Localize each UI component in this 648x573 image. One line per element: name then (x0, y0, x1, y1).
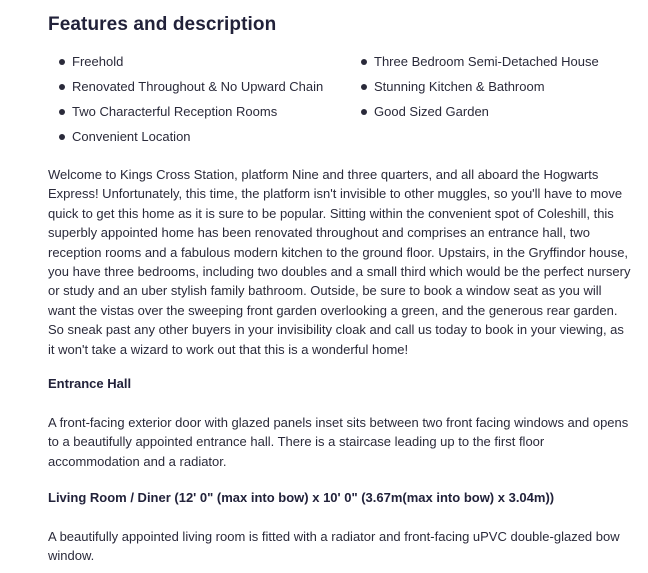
room-heading-living-room: Living Room / Diner (12' 0" (max into bow) x 10' 0" (3.67m(max into bow) x 3.04m)) (48, 490, 555, 505)
feature-label: Stunning Kitchen & Bathroom (374, 79, 545, 94)
feature-label: Good Sized Garden (374, 104, 489, 119)
feature-item (350, 102, 628, 127)
bullet-icon (59, 84, 65, 90)
feature-item (48, 52, 350, 77)
feature-item (350, 52, 628, 77)
feature-label: Three Bedroom Semi-Detached House (374, 54, 599, 69)
features-list (48, 52, 628, 152)
feature-label: Two Characterful Reception Rooms (72, 104, 278, 119)
bullet-icon (59, 109, 65, 115)
bullet-icon (361, 84, 367, 90)
feature-label: Convenient Location (72, 129, 191, 144)
feature-item (48, 102, 350, 127)
section-title: Features and description (48, 14, 277, 35)
feature-item (48, 127, 350, 152)
feature-label: Freehold (72, 54, 124, 69)
feature-item (350, 77, 628, 102)
bullet-icon (361, 109, 367, 115)
room-text-entrance-hall: A front-facing exterior door with glazed panels inset sits between two front facing windows and opens to a beautifully appointed entrance hall. There is a staircase leading up to the first floor accommodation and a radiator. (48, 415, 629, 469)
bullet-icon (59, 134, 65, 140)
description-intro: Welcome to Kings Cross Station, platform Nine and three quarters, and all aboard the Hogwarts Express! Unfortunately, this time, the platform isn't invisible to other muggles, so you'll have to move quick to get this home as it is sure to be popular. Sitting within the convenient spot of Coleshill, this superbly appointed home has been renovated throughout and comprises an entrance hall, two reception rooms and a fabulous modern kitchen to the ground floor. Upstairs, in the Gryffindor house, you have three bedrooms, including two doubles and a small third which would be the perfect nursery or study and an uber stylish family bathroom. Outside, be sure to book a window seat as you will want the vistas over the sweeping front garden overlooking a green, and the generous rear garden. So sneak past any other buyers in your invisibility cloak and call us today to book in your viewing, as it won't take a wizard to work out that this is a wonderful home! (48, 167, 631, 357)
room-text-living-room: A beautifully appointed living room is fitted with a radiator and front-facing uPVC double-glazed bow window. (48, 529, 620, 564)
room-heading-entrance-hall: Entrance Hall (48, 376, 132, 391)
feature-label: Renovated Throughout & No Upward Chain (72, 79, 324, 94)
bullet-icon (361, 59, 367, 65)
feature-item (48, 77, 350, 102)
bullet-icon (59, 59, 65, 65)
